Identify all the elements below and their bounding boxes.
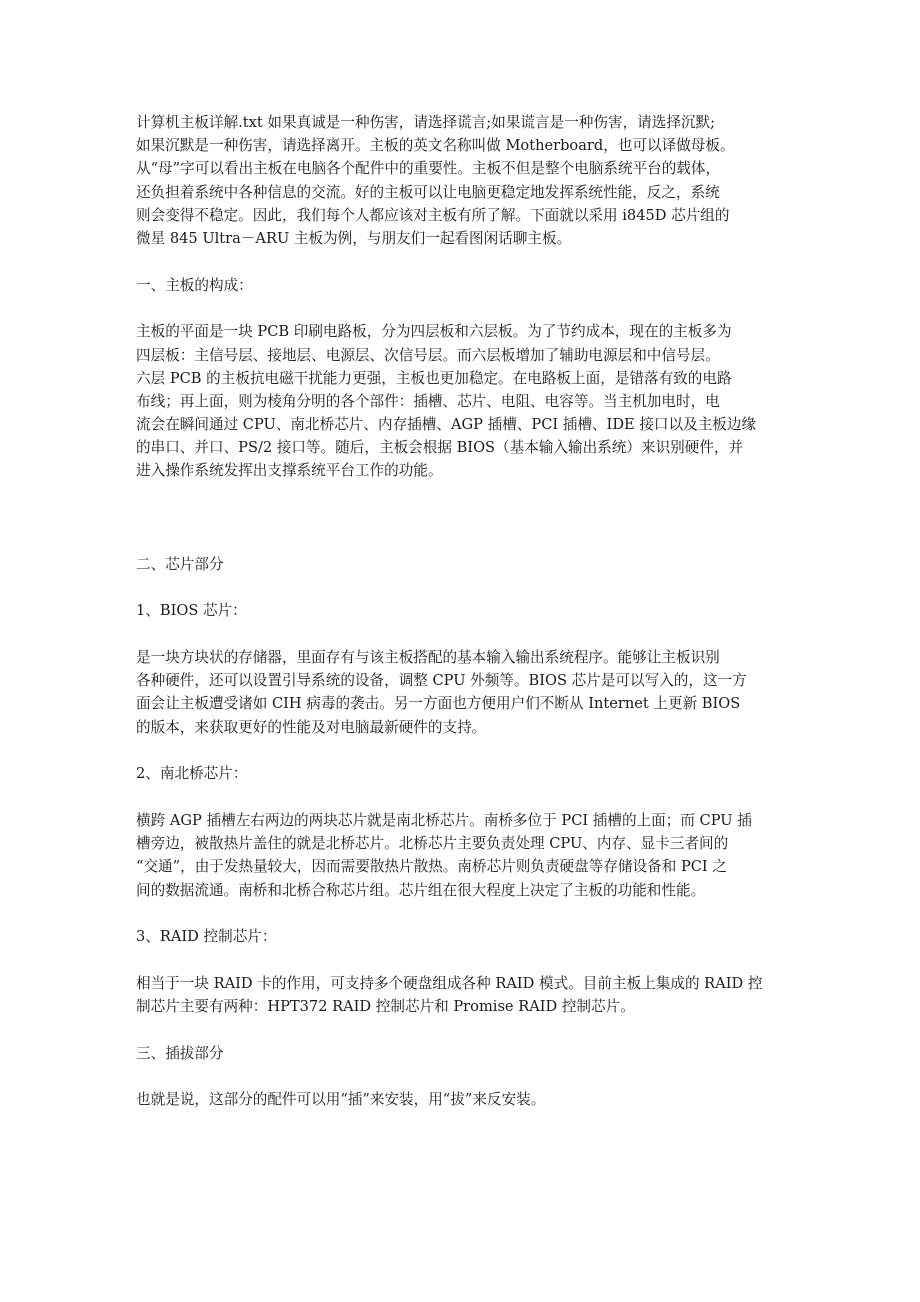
text-line: 流会在瞬间通过 CPU、南北桥芯片、内存插槽、AGP 插槽、PCI 插槽、IDE 接口以及主板边缘 [136, 416, 757, 434]
plug-paragraph [136, 1088, 796, 1111]
text-line: 的版本，来获取更好的性能及对电脑最新硬件的支持。 [136, 718, 487, 736]
intro-paragraph [136, 111, 796, 250]
text-line: 也就是说，这部分的配件可以用“插”来安装，用“拔”来反安装。 [136, 1091, 546, 1109]
text-line: 是一块方块状的存储器，里面存有与该主板搭配的基本输入输出系统程序。能够让主板识别 [136, 649, 720, 666]
section-heading-chips: 二、芯片部分 [136, 555, 224, 573]
text-line: 的串口、并口、PS/2 接口等。随后，主板会根据 BIOS（基本输入输出系统）来识别硬件，并 [136, 439, 744, 457]
document-body [136, 111, 796, 1112]
subheading-bridge-chips: 2、南北桥芯片： [136, 765, 248, 783]
subheading-raid: 3、RAID 控制芯片： [136, 928, 277, 946]
text-line: 进入操作系统发挥出支撑系统平台工作的功能。 [136, 462, 443, 480]
text-line: 则会变得不稳定。因此，我们每个人都应该对主板有所了解。下面就以采用 i845D 芯片组的 [136, 206, 730, 224]
text-line: 微星 845 Ultra－ARU 主板为例，与朋友们一起看图闲话聊主板。 [136, 229, 572, 247]
bios-paragraph [136, 646, 796, 739]
text-line: “交通”，由于发热量较大，因而需要散热片散热。南桥芯片则负责硬盘等存储设备和 PCI 之 [136, 858, 727, 876]
text-line: 主板的平面是一块 PCB 印刷电路板，分为四层板和六层板。为了节约成本，现在的主板多为 [136, 323, 732, 341]
text-line: 从“母”字可以看出主板在电脑各个配件中的重要性。主板不但是整个电脑系统平台的载体， [136, 160, 721, 178]
text-line: 间的数据流通。南桥和北桥合称芯片组。芯片组在很大程度上决定了主板的功能和性能。 [136, 881, 706, 899]
text-line: 各种硬件，还可以设置引导系统的设备，调整 CPU 外频等。BIOS 芯片是可以写入的，这一方 [136, 672, 747, 690]
raid-paragraph [136, 972, 796, 1018]
bridge-paragraph [136, 809, 796, 902]
text-line: 横跨 AGP 插槽左右两边的两块芯片就是南北桥芯片。南桥多位于 PCI 插槽的上面；而 CPU 插 [136, 811, 752, 829]
text-line: 槽旁边，被散热片盖住的就是北桥芯片。北桥芯片主要负责处理 CPU、内存、显卡三者间的 [136, 835, 729, 853]
text-line: 相当于一块 RAID 卡的作用，可支持多个硬盘组成各种 RAID 模式。目前主板上集成的 RAID 控 [136, 974, 763, 992]
subheading-bios: 1、BIOS 芯片： [136, 602, 247, 620]
text-line: 六层 PCB 的主板抗电磁干扰能力更强，主板也更加稳定。在电路板上面，是错落有致的电路 [136, 369, 732, 387]
text-line: 四层板：主信号层、接地层、电源层、次信号层。而六层板增加了辅助电源层和中信号层。 [136, 346, 720, 364]
composition-paragraph [136, 320, 796, 482]
text-line: 制芯片主要有两种：HPT372 RAID 控制芯片和 Promise RAID 控制芯片。 [136, 998, 635, 1016]
section-heading-plug: 三、插拔部分 [136, 1044, 224, 1062]
text-line: 还负担着系统中各种信息的交流。好的主板可以让电脑更稳定地发挥系统性能，反之，系统 [136, 183, 720, 201]
text-line: 面会让主板遭受诸如 CIH 病毒的袭击。另一方面也方便用户们不断从 Internet 上更新 BIOS [136, 695, 741, 713]
section-heading-composition: 一、主板的构成： [136, 276, 253, 294]
text-line: 如果沉默是一种伤害，请选择离开。主板的英文名称叫做 Motherboard，也可以译做母板。 [136, 137, 735, 155]
text-line: 布线；再上面，则为棱角分明的各个部件：插槽、芯片、电阻、电容等。当主机加电时，电 [136, 392, 720, 410]
text-line: 计算机主板详解.txt 如果真诚是一种伤害，请选择谎言;如果谎言是一种伤害，请选择沉默; [136, 114, 716, 131]
